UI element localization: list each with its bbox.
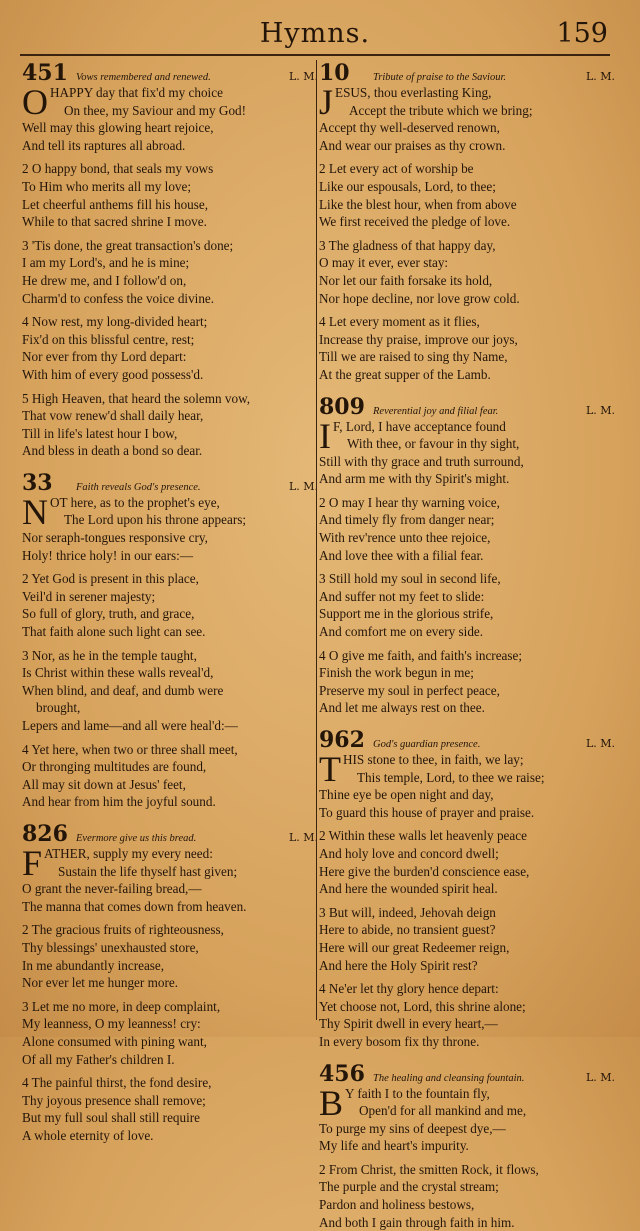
hymn-line: Y faith I to the fountain fly,	[345, 1085, 615, 1103]
hymn-line: Accept thy well-deserved renown,	[319, 119, 615, 137]
hymn-header	[319, 60, 615, 84]
stanza	[319, 904, 615, 974]
hymn-meter: L. M.	[579, 1071, 615, 1084]
hymn-line: And arm me with thy Spirit's might.	[319, 470, 615, 488]
hymn-line: And comfort me on every side.	[319, 623, 615, 641]
hymn-number: 33	[22, 470, 72, 496]
hymn-line: 4 Ne'er let thy glory hence depart:	[319, 980, 615, 998]
stanza	[319, 160, 615, 230]
hymn-line: Still with thy grace and truth surround,	[319, 453, 615, 471]
hymn-line: Veil'd in serener majesty;	[22, 588, 318, 606]
hymn-number: 10	[319, 60, 369, 86]
hymn-header	[22, 470, 318, 494]
drop-cap: B	[319, 1087, 343, 1119]
hymn-number: 962	[319, 727, 369, 753]
hymn-line: With thee, or favour in thy sight,	[333, 435, 615, 453]
hymn-header	[319, 1061, 615, 1085]
stanza	[22, 570, 318, 640]
hymn-line: 3 Let me no more, in deep complaint,	[22, 998, 318, 1016]
hymn-line: And here the wounded spirit heal.	[319, 880, 615, 898]
hymn-theme: Evermore give us this bread.	[72, 833, 282, 844]
hymn-line: And bless in death a bond so dear.	[22, 442, 318, 460]
stanza	[22, 998, 318, 1068]
stanza	[319, 980, 615, 1050]
hymn-line: Charm'd to confess the voice divine.	[22, 290, 318, 308]
hymn-line: With rev'rence unto thee rejoice,	[319, 529, 615, 547]
hymn-line: 2 Yet God is present in this place,	[22, 570, 318, 588]
hymn-line: Increase thy praise, improve our joys,	[319, 331, 615, 349]
hymn-line: Thy Spirit dwell in every heart,—	[319, 1015, 615, 1033]
hymn-line: That faith alone such light can see.	[22, 623, 318, 641]
hymn-line: When blind, and deaf, and dumb were	[22, 682, 318, 700]
stanza	[319, 570, 615, 640]
drop-cap: O	[22, 86, 48, 118]
hymn-line: Like our espousals, Lord, to thee;	[319, 178, 615, 196]
hymn-line: At the great supper of the Lamb.	[319, 366, 615, 384]
hymn-line: Here to abide, no transient guest?	[319, 921, 615, 939]
drop-cap: T	[319, 753, 341, 785]
hymn-line: And here the Holy Spirit rest?	[319, 957, 615, 975]
hymn-line: 3 But will, indeed, Jehovah deign	[319, 904, 615, 922]
hymn-line: I am my Lord's, and he is mine;	[22, 254, 318, 272]
hymn-line: On thee, my Saviour and my God!	[50, 102, 318, 120]
hymn-line: 4 O give me faith, and faith's increase;	[319, 647, 615, 665]
hymn-line: Like the blest hour, when from above	[319, 196, 615, 214]
hymn-theme: The healing and cleansing fountain.	[369, 1073, 579, 1084]
stanza	[22, 845, 318, 915]
hymn-line: Yet choose not, Lord, this shrine alone;	[319, 998, 615, 1016]
hymn-line: And let me always rest on thee.	[319, 699, 615, 717]
drop-cap: I	[319, 420, 331, 452]
hymn-meter: L. M.	[579, 737, 615, 750]
hymn-line: All may sit down at Jesus' feet,	[22, 776, 318, 794]
hymn-theme: Reverential joy and filial fear.	[369, 406, 579, 417]
hymn-line: To guard this house of prayer and praise.	[319, 804, 615, 822]
hymn-line: HAPPY day that fix'd my choice	[50, 84, 318, 102]
hymn-line: And timely fly from danger near;	[319, 511, 615, 529]
hymn-meter: L. M.	[282, 70, 318, 83]
stanza	[22, 390, 318, 460]
hymn-meter: L. M.	[282, 831, 318, 844]
hymn-line: Nor ever let me hunger more.	[22, 974, 318, 992]
hymn-line: My leanness, O my leanness! cry:	[22, 1015, 318, 1033]
stanza	[319, 418, 615, 488]
hymn	[319, 394, 615, 718]
hymn-line: Holy! thrice holy! in our ears:—	[22, 547, 318, 565]
hymn	[22, 60, 318, 460]
hymn-header	[22, 60, 318, 84]
hymn-line: To purge my sins of deepest dye,—	[319, 1120, 615, 1138]
hymn-line: 2 O may I hear thy warning voice,	[319, 494, 615, 512]
hymn-line: Open'd for all mankind and me,	[345, 1102, 615, 1120]
hymn-line: While to that sacred shrine I move.	[22, 213, 318, 231]
hymn-line: Lepers and lame—and all were heal'd:—	[22, 717, 318, 735]
hymn-line: Let cheerful anthems fill his house,	[22, 196, 318, 214]
hymn-line: brought,	[22, 699, 318, 717]
hymn-line: Here give the burden'd conscience ease,	[319, 863, 615, 881]
hymn-line: 3 Still hold my soul in second life,	[319, 570, 615, 588]
stanza	[22, 84, 318, 154]
hymn-line: And suffer not my feet to slide:	[319, 588, 615, 606]
stanza	[319, 84, 615, 154]
stanza	[22, 237, 318, 307]
stanza	[319, 313, 615, 383]
hymn-line: 2 From Christ, the smitten Rock, it flows,	[319, 1161, 615, 1179]
hymn-line: Is Christ within these walls reveal'd,	[22, 664, 318, 682]
hymn-line: 2 O happy bond, that seals my vows	[22, 160, 318, 178]
hymn	[22, 470, 318, 811]
hymn-line: O grant the never-failing bread,—	[22, 880, 318, 898]
hymn-line: But my full soul shall still require	[22, 1109, 318, 1127]
right-column	[316, 60, 615, 1020]
hymn-line: F, Lord, I have acceptance found	[333, 418, 615, 436]
hymn-line: Nor let our faith forsake its hold,	[319, 272, 615, 290]
hymn-line: 2 The gracious fruits of righteousness,	[22, 921, 318, 939]
hymn-line: He drew me, and I follow'd on,	[22, 272, 318, 290]
page-title: Hymns.	[20, 18, 610, 49]
stanza	[319, 751, 615, 821]
hymn-line: Fix'd on this blissful centre, rest;	[22, 331, 318, 349]
hymn-meter: L. M.	[282, 480, 318, 493]
page-number: 159	[556, 18, 608, 49]
drop-cap: F	[22, 847, 42, 879]
hymn	[319, 727, 615, 1051]
hymn-line: 4 Let every moment as it flies,	[319, 313, 615, 331]
hymn-line: Nor seraph-tongues responsive cry,	[22, 529, 318, 547]
hymn	[319, 60, 615, 384]
hymn-line: Sustain the life thyself hast given;	[44, 863, 318, 881]
hymn-line: Nor ever from thy Lord depart:	[22, 348, 318, 366]
hymn-line: Preserve my soul in perfect peace,	[319, 682, 615, 700]
stanza	[319, 494, 615, 564]
hymn-line: Thy blessings' unexhausted store,	[22, 939, 318, 957]
hymn-line: 3 The gladness of that happy day,	[319, 237, 615, 255]
hymn-number: 826	[22, 821, 72, 847]
hymn-header	[22, 821, 318, 845]
hymn-line: O may it ever, ever stay:	[319, 254, 615, 272]
hymn-number: 451	[22, 60, 72, 86]
hymn-line: The manna that comes down from heaven.	[22, 898, 318, 916]
hymn-line: This temple, Lord, to thee we raise;	[343, 769, 615, 787]
hymn-line: ATHER, supply my every need:	[44, 845, 318, 863]
stanza	[319, 647, 615, 717]
hymn-number: 456	[319, 1061, 369, 1087]
hymn-line: In every bosom fix thy throne.	[319, 1033, 615, 1051]
drop-cap: J	[319, 86, 333, 118]
stanza	[319, 827, 615, 897]
stanza	[319, 1085, 615, 1155]
hymn-line: And tell its raptures all abroad.	[22, 137, 318, 155]
hymn-line: Till in life's latest hour I bow,	[22, 425, 318, 443]
hymn-line: So full of glory, truth, and grace,	[22, 605, 318, 623]
hymn-line: Well may this glowing heart rejoice,	[22, 119, 318, 137]
stanza	[22, 313, 318, 383]
hymn	[22, 821, 318, 1145]
hymn-line: In me abundantly increase,	[22, 957, 318, 975]
hymn-line: The Lord upon his throne appears;	[50, 511, 318, 529]
stanza	[319, 237, 615, 307]
hymn-line: Of all my Father's children I.	[22, 1051, 318, 1069]
hymn-meter: L. M.	[579, 404, 615, 417]
hymn-line: 3 'Tis done, the great transaction's done;	[22, 237, 318, 255]
hymn-line: And holy love and concord dwell;	[319, 845, 615, 863]
hymn-line: Alone consumed with pining want,	[22, 1033, 318, 1051]
hymn-line: The purple and the crystal stream;	[319, 1178, 615, 1196]
hymn-line: And love thee with a filial fear.	[319, 547, 615, 565]
hymn-theme: Vows remembered and renewed.	[72, 72, 282, 83]
hymn-line: 4 Yet here, when two or three shall meet,	[22, 741, 318, 759]
stanza	[22, 647, 318, 735]
left-column	[22, 60, 318, 1154]
hymn-line: 3 Nor, as he in the temple taught,	[22, 647, 318, 665]
stanza	[22, 160, 318, 230]
hymn-header	[319, 394, 615, 418]
hymn-line: And hear from him the joyful sound.	[22, 793, 318, 811]
hymn-line: 2 Within these walls let heavenly peace	[319, 827, 615, 845]
hymn-header	[319, 727, 615, 751]
hymn-line: With him of every good possess'd.	[22, 366, 318, 384]
hymn-theme: Tribute of praise to the Saviour.	[369, 72, 579, 83]
hymn-line: We first received the pledge of love.	[319, 213, 615, 231]
hymn-line: OT here, as to the prophet's eye,	[50, 494, 318, 512]
stanza	[319, 1161, 615, 1231]
hymn-number: 809	[319, 394, 369, 420]
hymn-line: My life and heart's impurity.	[319, 1137, 615, 1155]
hymn-line: Or thronging multitudes are found,	[22, 758, 318, 776]
hymn-line: And wear our praises as thy crown.	[319, 137, 615, 155]
hymn-line: To Him who merits all my love;	[22, 178, 318, 196]
hymn-line: 4 Now rest, my long-divided heart;	[22, 313, 318, 331]
hymn-line: That vow renew'd shall daily hear,	[22, 407, 318, 425]
stanza	[22, 921, 318, 991]
stanza	[22, 1074, 318, 1144]
hymn	[319, 1061, 615, 1231]
drop-cap: N	[22, 496, 48, 528]
hymn-line: Thy joyous presence shall remove;	[22, 1092, 318, 1110]
hymn-line: Accept the tribute which we bring;	[335, 102, 615, 120]
hymn-theme: Faith reveals God's presence.	[72, 482, 282, 493]
stanza	[22, 741, 318, 811]
hymn-line: Nor hope decline, nor love grow cold.	[319, 290, 615, 308]
hymn-line: Till we are raised to sing thy Name,	[319, 348, 615, 366]
hymn-line: HIS stone to thee, in faith, we lay;	[343, 751, 615, 769]
stanza	[22, 494, 318, 564]
page-header	[20, 14, 610, 56]
hymn-line: Support me in the glorious strife,	[319, 605, 615, 623]
hymn-line: Pardon and holiness bestows,	[319, 1196, 615, 1214]
hymn-line: And both I gain through faith in him.	[319, 1214, 615, 1231]
hymn-theme: God's guardian presence.	[369, 739, 579, 750]
hymn-line: ESUS, thou everlasting King,	[335, 84, 615, 102]
hymn-line: Thine eye be open night and day,	[319, 786, 615, 804]
hymn-line: 4 The painful thirst, the fond desire,	[22, 1074, 318, 1092]
hymn-line: Here will our great Redeemer reign,	[319, 939, 615, 957]
hymn-line: A whole eternity of love.	[22, 1127, 318, 1145]
hymn-line: 2 Let every act of worship be	[319, 160, 615, 178]
hymn-meter: L. M.	[579, 70, 615, 83]
hymn-line: Finish the work begun in me;	[319, 664, 615, 682]
hymn-line: 5 High Heaven, that heard the solemn vow,	[22, 390, 318, 408]
